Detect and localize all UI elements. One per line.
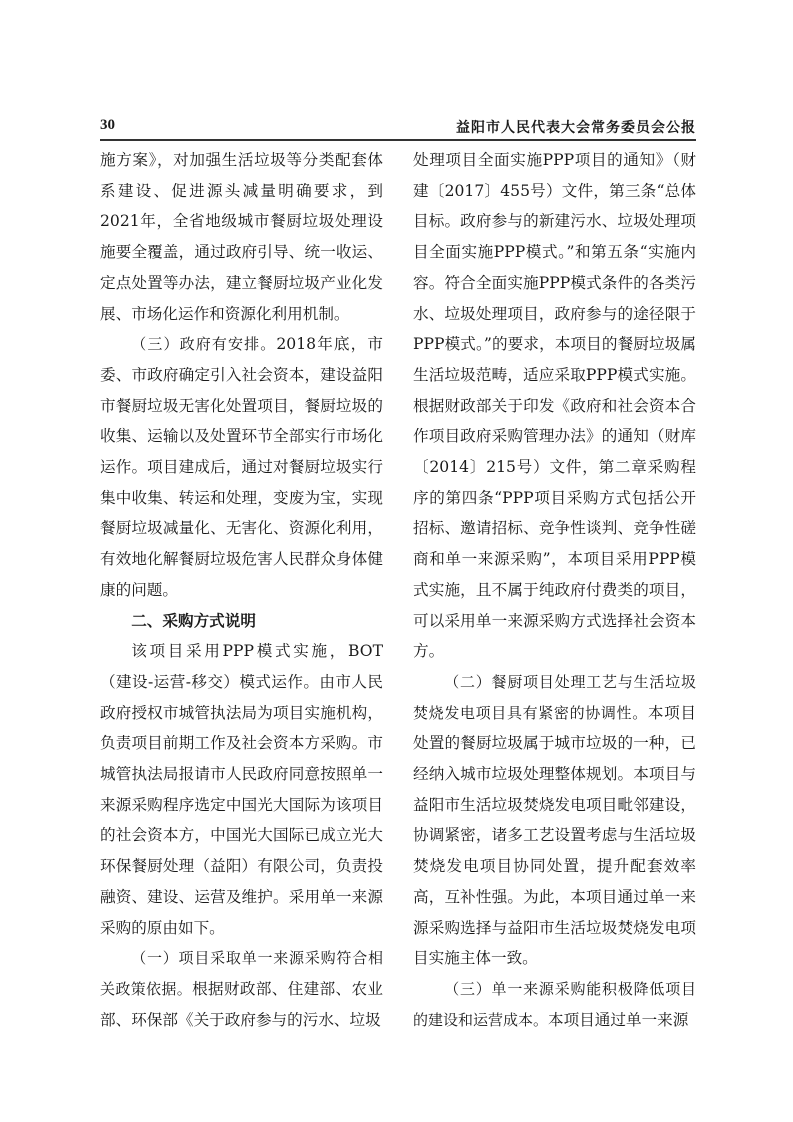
right-paragraph-2-body: 本项目处置的餐厨垃圾属于城市垃圾的一种，已经纳入城市垃圾处理整体规划。本项目与益阳市生活垃圾焚烧发电项目毗邻建设，协调紧密，诸多工艺设置考虑与生活垃圾焚烧发电项目协同处置，提升配套效率高，互补性强。为此，本项目通过单一来源采购选择与益阳市生活垃圾焚烧发电项目实施主体一致。 [413,703,696,968]
page-number: 30 [100,117,115,133]
left-paragraph-4-body: 根据财政部、住建部、农业部、环保部《关于政府参与的污水、垃圾 [100,979,383,1029]
left-paragraph-4 [100,943,383,1035]
left-paragraph-2-body: 2018年底，市委、市政府确定引入社会资本，建设益阳市餐厨垃圾无害化处置项目，餐厨垃圾的收集、运输以及处置环节全部实行市场化运作。项目建成后，通过对餐厨垃圾实行集中收集、转运和处理，变废为宝，实现餐厨垃圾减量化、无害化、资源化利用，有效地化解餐厨垃圾危害人民群众身体健康的问题。 [100,335,383,599]
journal-title: 益阳市人民代表大会常务委员会公报 [456,120,696,136]
left-paragraph-3: 该项目采用PPP模式实施，BOT（建设-运营-移交）模式运作。由市人民政府授权市城管执法局为项目实施机构，负责项目前期工作及社会资本方采购。市城管执法局报请市人民政府同意按照单一来源采购程序选定中国光大国际为该项目的社会资本方，中国光大国际已成立光大环保餐厨处理（益阳）有限公司，负责投融资、建设、运营及维护。采用单一来源采购的原由如下。 [100,642,383,937]
left-column [100,145,383,1035]
right-column [413,145,696,1035]
left-paragraph-1: 施方案》，对加强生活垃圾等分类配套体系建设、促进源头减量明确要求，到2021年，全省地级城市餐厨垃圾处理设施要全覆盖，通过政府引导、统一收运、定点处置等办法，建立餐厨垃圾产业化发展、市场化运作和资源化利用机制。 [100,151,383,323]
left-paragraph-2 [100,329,383,605]
page-header [100,117,696,139]
right-paragraph-2 [413,667,696,974]
right-paragraph-1: 处理项目全面实施PPP项目的通知》（财建〔2017〕455号）文件，第三条“总体目标。政府参与的新建污水、垃圾处理项目全面实施PPP模式。”和第五条“实施内容。符合全面实施PPP模式条件的各类污水、垃圾处理项目，政府参与的途径限于PPP模式。”的要求，本项目的餐厨垃圾属生活垃圾范畴，适应采取PPP模式实施。根据财政部关于印发《政府和社会资本合作项目政府采购管理办法》的通知（财库〔2014〕215号）文件，第二章采购程序的第四条“PPP项目采购方式包括公开招标、邀请招标、竞争性谈判、竞争性磋商和单一来源采购”，本项目采用PPP模式实施，且不属于纯政府付费类的项目，可以采用单一来源采购方式选择社会资本方。 [413,151,696,661]
subsection-lead-2: （二）餐厨项目处理工艺与生活垃圾焚烧发电项目具有紧密的协调性。 [413,672,696,722]
right-paragraph-3-body: 本项目通过单一来源 [548,1010,689,1029]
section-lead-3: （三）政府有安排。 [131,335,277,354]
subsection-lead-1: （一）项目采取单一来源采购符合相关政策依据。 [100,949,383,998]
subsection-lead-3: （三）单一来源采购能积极降低项目的建设和运营成本。 [413,979,696,1029]
header-rule [100,139,696,141]
section-heading-2: 二、采购方式说明 [131,611,256,630]
right-paragraph-3 [413,974,696,1035]
